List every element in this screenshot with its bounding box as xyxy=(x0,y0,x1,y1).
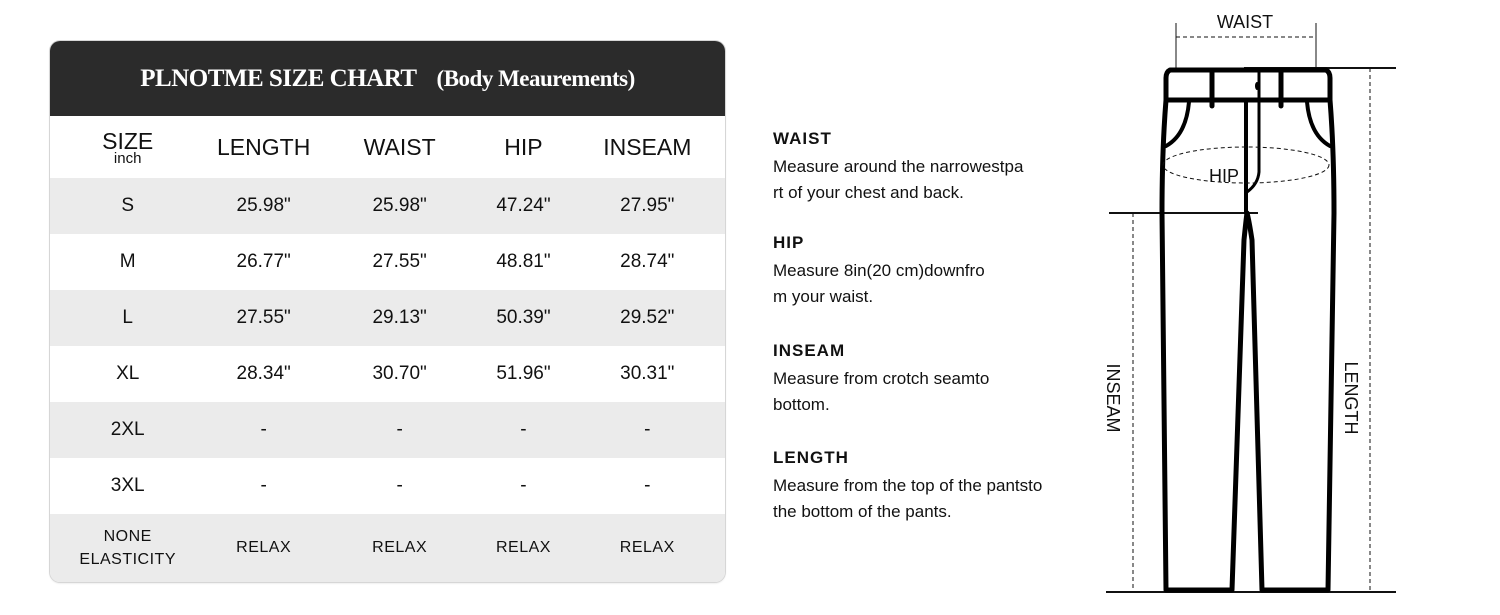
size-chart-subtitle: (Body Meaurements) xyxy=(436,65,635,91)
cell-size: L xyxy=(122,307,133,328)
cell-waist: 25.98" xyxy=(372,195,427,216)
cell-hip: - xyxy=(520,419,527,440)
size-chart-table xyxy=(50,41,725,582)
hip-measure-indicator xyxy=(1163,147,1329,186)
column-header-length: LENGTH xyxy=(217,133,311,160)
pants-icon xyxy=(1162,70,1334,590)
size-chart-title: PLNOTME SIZE CHART xyxy=(140,64,417,92)
cell-size: 2XL xyxy=(110,419,145,440)
cell-length: RELAX xyxy=(236,539,292,556)
cell-hip: 48.81" xyxy=(496,251,551,272)
table-row xyxy=(50,346,725,402)
guide-length-title: LENGTH xyxy=(773,448,849,467)
cell-length: - xyxy=(260,475,267,496)
guide-inseam-text: Measure from crotch seamto bottom. xyxy=(773,369,990,414)
column-header-inseam: INSEAM xyxy=(603,133,692,160)
guide-hip-text: Measure 8in(20 cm)downfro m your waist. xyxy=(773,261,985,306)
cell-length: 28.34" xyxy=(236,363,291,384)
length-measure-indicator xyxy=(1244,68,1396,592)
table-row xyxy=(50,458,725,514)
inseam-measure-indicator xyxy=(1103,213,1258,592)
size-chart-title-bar xyxy=(50,41,725,116)
cell-waist: RELAX xyxy=(372,539,428,556)
guide-hip-title: HIP xyxy=(773,233,805,252)
cell-waist: - xyxy=(396,475,403,496)
elasticity-row xyxy=(50,514,725,582)
cell-inseam: - xyxy=(644,475,651,496)
guide-inseam xyxy=(773,341,1093,418)
cell-size: XL xyxy=(116,363,140,384)
cell-waist: - xyxy=(396,419,403,440)
hip-diagram-label: HIP xyxy=(1208,166,1240,186)
cell-hip: 50.39" xyxy=(496,307,551,328)
guide-length-text: Measure from the top of the pantsto the bottom of the pants. xyxy=(773,476,1043,521)
cell-inseam: 30.31" xyxy=(620,363,675,384)
guide-inseam-title: INSEAM xyxy=(773,341,846,360)
column-header-waist: WAIST xyxy=(363,133,436,160)
size-unit-label: inch xyxy=(113,150,142,167)
cell-length: 27.55" xyxy=(236,307,291,328)
cell-size: S xyxy=(121,195,135,216)
cell-size: 3XL xyxy=(110,475,145,496)
inseam-diagram-label: INSEAM xyxy=(1103,363,1123,433)
cell-length: 25.98" xyxy=(236,195,291,216)
guide-waist xyxy=(773,129,1093,206)
cell-inseam: - xyxy=(644,419,651,440)
guide-waist-text: Measure around the narrowestpa rt of your chest and back. xyxy=(773,157,1024,202)
guide-waist-title: WAIST xyxy=(773,129,832,148)
cell-hip: - xyxy=(520,475,527,496)
cell-inseam: RELAX xyxy=(619,539,675,556)
table-row xyxy=(50,402,725,458)
table-row xyxy=(50,290,725,346)
cell-hip: 47.24" xyxy=(496,195,551,216)
waist-measure-indicator xyxy=(1176,12,1316,68)
table-header-row xyxy=(50,116,725,178)
cell-size: M xyxy=(119,251,136,272)
cell-waist: 30.70" xyxy=(372,363,427,384)
cell-length: 26.77" xyxy=(236,251,291,272)
table-row xyxy=(50,234,725,290)
cell-length: - xyxy=(260,419,267,440)
cell-inseam: 28.74" xyxy=(620,251,675,272)
cell-waist: 29.13" xyxy=(372,307,427,328)
table-row xyxy=(50,178,725,234)
cell-hip: RELAX xyxy=(495,539,551,556)
guide-length xyxy=(773,448,1093,525)
cell-inseam: 29.52" xyxy=(620,307,675,328)
guide-hip xyxy=(773,233,1093,310)
cell-hip: 51.96" xyxy=(496,363,551,384)
length-diagram-label: LENGTH xyxy=(1341,361,1361,435)
column-header-size: SIZE inch xyxy=(50,127,205,167)
column-header-hip: HIP xyxy=(504,133,543,160)
elasticity-label: NONE ELASTICITY xyxy=(79,528,176,568)
cell-waist: 27.55" xyxy=(372,251,427,272)
cell-inseam: 27.95" xyxy=(620,195,675,216)
waist-diagram-label: WAIST xyxy=(1216,12,1274,32)
